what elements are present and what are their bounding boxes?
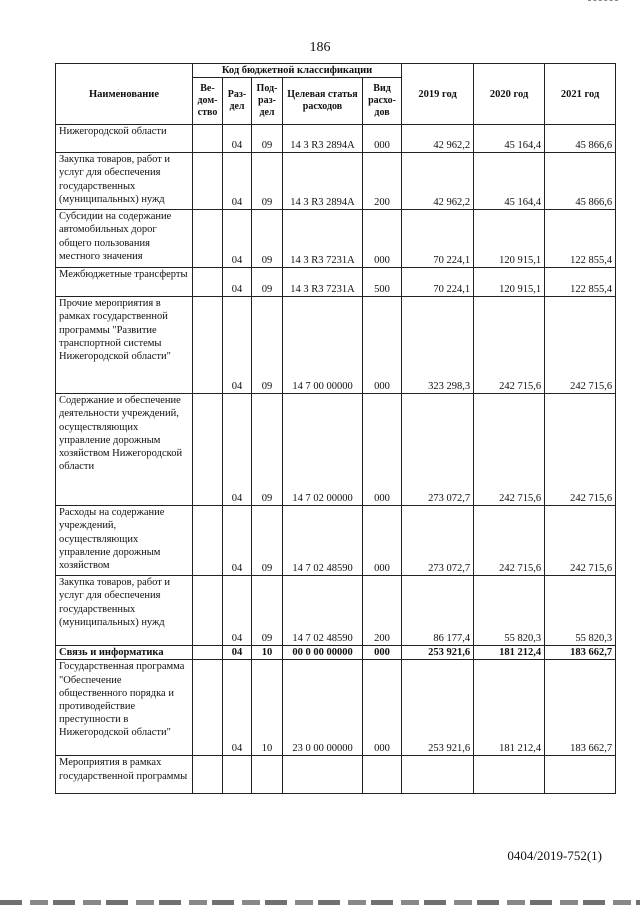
cell-expense-type: 000 xyxy=(363,394,402,506)
cell-podrazdel: 09 xyxy=(252,394,283,506)
document-code: 0404/2019-752(1) xyxy=(507,848,602,863)
header-2021: 2021 год xyxy=(545,64,616,125)
cell-2019 xyxy=(402,756,474,794)
cell-target-article: 14 7 00 00000 xyxy=(283,297,363,394)
cell-expense-type: 200 xyxy=(363,576,402,646)
cell-vedomstvo xyxy=(193,268,223,297)
cell-2020: 181 212,4 xyxy=(474,660,545,756)
cell-2021: 183 662,7 xyxy=(545,660,616,756)
header-classification-group: Код бюджетной классификации xyxy=(193,64,402,78)
cell-razdel: 04 xyxy=(223,268,252,297)
cell-target-article: 14 3 R3 2894A xyxy=(283,125,363,153)
header-name: Наименование xyxy=(56,64,193,125)
cell-name: Прочие мероприятия в рамках государственной программы "Развитие транспортной системы Нижегородской области" xyxy=(56,297,193,394)
cell-2019: 70 224,1 xyxy=(402,210,474,268)
cell-expense-type: 000 xyxy=(363,646,402,660)
cell-vedomstvo xyxy=(193,394,223,506)
header-2019: 2019 год xyxy=(402,64,474,125)
cell-vedomstvo xyxy=(193,756,223,794)
cell-name: Межбюджетные трансферты xyxy=(56,268,193,297)
table-row xyxy=(56,153,616,210)
cell-2021: 242 715,6 xyxy=(545,506,616,576)
cell-target-article: 00 0 00 00000 xyxy=(283,646,363,660)
cell-vedomstvo xyxy=(193,125,223,153)
cell-razdel: 04 xyxy=(223,210,252,268)
cell-2021 xyxy=(545,756,616,794)
cell-podrazdel: 09 xyxy=(252,268,283,297)
cell-vedomstvo xyxy=(193,153,223,210)
cell-expense-type: 000 xyxy=(363,210,402,268)
cell-target-article: 14 3 R3 7231A xyxy=(283,210,363,268)
scan-mark xyxy=(588,0,618,4)
budget-table-container xyxy=(55,63,615,794)
cell-2019: 253 921,6 xyxy=(402,646,474,660)
cell-2019: 273 072,7 xyxy=(402,394,474,506)
table-row xyxy=(56,125,616,153)
cell-2020: 55 820,3 xyxy=(474,576,545,646)
cell-expense-type: 200 xyxy=(363,153,402,210)
cell-2020: 45 164,4 xyxy=(474,125,545,153)
cell-2020: 242 715,6 xyxy=(474,506,545,576)
table-body xyxy=(56,125,616,794)
header-podrazdel: Под- раз- дел xyxy=(252,78,283,125)
table-row xyxy=(56,210,616,268)
cell-2020 xyxy=(474,756,545,794)
table-row xyxy=(56,576,616,646)
cell-podrazdel: 09 xyxy=(252,297,283,394)
table-row xyxy=(56,660,616,756)
cell-name: Содержание и обеспечение деятельности учреждений, осуществляющих управление дорожным хозяйством Нижегородской области xyxy=(56,394,193,506)
cell-2020: 120 915,1 xyxy=(474,268,545,297)
cell-name: Закупка товаров, работ и услуг для обеспечения государственных (муниципальных) нужд xyxy=(56,576,193,646)
cell-expense-type xyxy=(363,756,402,794)
cell-vedomstvo xyxy=(193,506,223,576)
cell-vedomstvo xyxy=(193,646,223,660)
cell-2020: 242 715,6 xyxy=(474,394,545,506)
cell-target-article: 14 7 02 48590 xyxy=(283,506,363,576)
budget-table xyxy=(55,63,616,794)
header-target-article: Целевая статья расходов xyxy=(283,78,363,125)
cell-2019: 86 177,4 xyxy=(402,576,474,646)
cell-vedomstvo xyxy=(193,576,223,646)
table-row xyxy=(56,394,616,506)
cell-2021: 183 662,7 xyxy=(545,646,616,660)
cell-podrazdel: 09 xyxy=(252,576,283,646)
cell-podrazdel: 09 xyxy=(252,506,283,576)
cell-razdel: 04 xyxy=(223,660,252,756)
cell-2021: 45 866,6 xyxy=(545,125,616,153)
cell-name: Мероприятия в рамках государственной программы xyxy=(56,756,193,794)
cell-target-article: 14 7 02 48590 xyxy=(283,576,363,646)
cell-vedomstvo xyxy=(193,660,223,756)
cell-2019: 70 224,1 xyxy=(402,268,474,297)
cell-2021: 242 715,6 xyxy=(545,394,616,506)
cell-razdel: 04 xyxy=(223,576,252,646)
cell-2021: 45 866,6 xyxy=(545,153,616,210)
cell-2020: 45 164,4 xyxy=(474,153,545,210)
cell-razdel: 04 xyxy=(223,394,252,506)
cell-2021: 55 820,3 xyxy=(545,576,616,646)
cell-2019: 42 962,2 xyxy=(402,153,474,210)
cell-expense-type: 000 xyxy=(363,660,402,756)
cell-2019: 323 298,3 xyxy=(402,297,474,394)
cell-expense-type: 000 xyxy=(363,506,402,576)
table-row xyxy=(56,506,616,576)
cell-2019: 42 962,2 xyxy=(402,125,474,153)
page-number: 186 xyxy=(309,40,331,55)
header-vedomstvo: Ве- дом- ство xyxy=(193,78,223,125)
cell-razdel: 04 xyxy=(223,297,252,394)
cell-name: Нижегородской области xyxy=(56,125,193,153)
cell-razdel: 04 xyxy=(223,646,252,660)
cell-target-article: 14 3 R3 7231A xyxy=(283,268,363,297)
cell-2020: 120 915,1 xyxy=(474,210,545,268)
cell-name: Субсидии на содержание автомобильных дорог общего пользования местного значения xyxy=(56,210,193,268)
cell-podrazdel: 09 xyxy=(252,210,283,268)
cell-name: Расходы на содержание учреждений, осуществляющих управление дорожным хозяйством xyxy=(56,506,193,576)
cell-target-article: 23 0 00 00000 xyxy=(283,660,363,756)
cell-2019: 273 072,7 xyxy=(402,506,474,576)
cell-vedomstvo xyxy=(193,297,223,394)
cell-name: Закупка товаров, работ и услуг для обеспечения государственных (муниципальных) нужд xyxy=(56,153,193,210)
cell-podrazdel: 10 xyxy=(252,646,283,660)
table-row xyxy=(56,756,616,794)
cell-2021: 242 715,6 xyxy=(545,297,616,394)
cell-target-article xyxy=(283,756,363,794)
cell-podrazdel xyxy=(252,756,283,794)
cell-target-article: 14 7 02 00000 xyxy=(283,394,363,506)
cell-razdel: 04 xyxy=(223,153,252,210)
cell-name: Связь и информатика xyxy=(56,646,193,660)
header-razdel: Раз- дел xyxy=(223,78,252,125)
cell-razdel: 04 xyxy=(223,506,252,576)
cell-podrazdel: 09 xyxy=(252,125,283,153)
cell-podrazdel: 09 xyxy=(252,153,283,210)
table-row xyxy=(56,268,616,297)
cell-expense-type: 500 xyxy=(363,268,402,297)
cell-podrazdel: 10 xyxy=(252,660,283,756)
header-2020: 2020 год xyxy=(474,64,545,125)
cell-2019: 253 921,6 xyxy=(402,660,474,756)
cell-razdel xyxy=(223,756,252,794)
table-row xyxy=(56,646,616,660)
cell-2020: 242 715,6 xyxy=(474,297,545,394)
cell-razdel: 04 xyxy=(223,125,252,153)
cell-2021: 122 855,4 xyxy=(545,268,616,297)
cell-2021: 122 855,4 xyxy=(545,210,616,268)
header-expense-type: Вид расхо- дов xyxy=(363,78,402,125)
cell-name: Государственная программа "Обеспечение общественного порядка и противодействие преступности в Нижегородской области" xyxy=(56,660,193,756)
cell-2020: 181 212,4 xyxy=(474,646,545,660)
table-row xyxy=(56,297,616,394)
cell-expense-type: 000 xyxy=(363,297,402,394)
cell-target-article: 14 3 R3 2894A xyxy=(283,153,363,210)
scan-edge xyxy=(0,900,640,905)
cell-vedomstvo xyxy=(193,210,223,268)
cell-expense-type: 000 xyxy=(363,125,402,153)
